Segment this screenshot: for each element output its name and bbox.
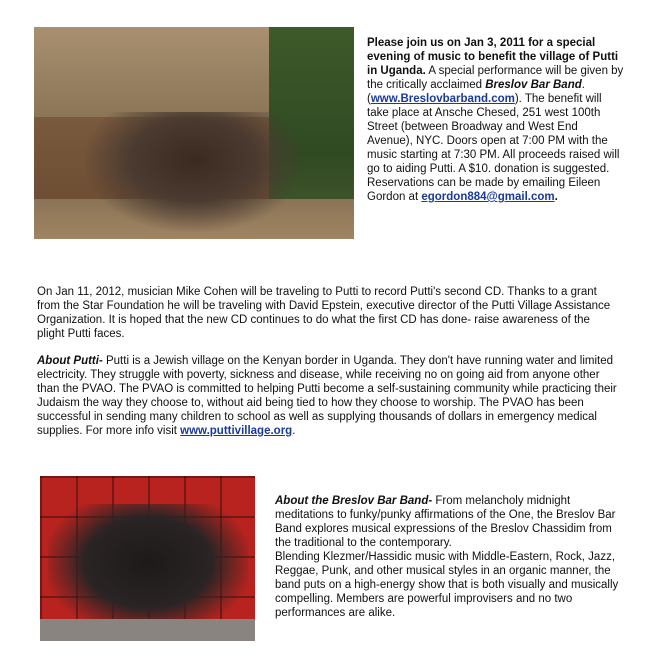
floor [40, 619, 255, 641]
band-website-link[interactable]: www.Breslovbarband.com [370, 93, 515, 105]
email-link[interactable]: egordon884@gmail.com [421, 191, 555, 203]
about-putti-section: About Putti- Putti is a Jewish village on the Kenyan border in Uganda. They don't have running water and limited electricity. They struggle with poverty, sickness and disease, while receiving no on going aid from anyone other than the PVAO. The PVAO is committed to helping Putti become a self-sustaining community while practicing their Judaism the way they choose to, without aid being tied to how they choose to worship. The PVAO has been successful in sending many children to school as well as supplying thousands of dollars in emergency medical supplies. For more info visit www.puttivillage.org. [37, 355, 617, 437]
villagers-group [84, 112, 304, 232]
band-photo [40, 476, 255, 641]
thatched-roof [34, 27, 294, 122]
band-members [48, 504, 248, 634]
village-photo [34, 27, 354, 239]
about-band-text1: From melancholy midnight meditations to funky/punky affirmations of the One, the Breslov Bar Band explores musical expressions of the Breslov Chassidim from the traditional to the contemporary. [275, 495, 616, 549]
band-name: Breslov Bar Band [485, 79, 582, 91]
about-band-text2: Blending Klezmer/Hassidic music with Middle-Eastern, Rock, Jazz, Reggae, Punk, and other musical styles in an organic manner, the band puts on a high-energy show that is both visually and musically compelling. Members are powerful improvisers and no two performances are alike. [275, 551, 619, 619]
trip-text: On Jan 11, 2012, musician Mike Cohen will be traveling to Putti to record Putti's second CD. Thanks to a grant from the Star Foundation he will be traveling with David Epstein, executive director of the Putti Village Assistance Organization. It is hoped that the new CD continues to do what the first CD has done- raise awareness of the plight Putti faces. [37, 286, 611, 340]
event-intro: Please join us on Jan 3, 2011 for a special evening of music to benefit the village of Putti in Uganda. [367, 37, 619, 77]
event-announcement: Please join us on Jan 3, 2011 for a special evening of music to benefit the village of Putti in Uganda. A special performance will be given by the critically acclaimed Breslov Bar Band. (www.Breslovbarband.com). The benefit will take place at Ansche Chesed, 251 west 100th Street (between Broadway and West End Avenue), NYC. Doors open at 7:00 PM with the music starting at 7:30 PM. All proceeds raised will go to aiding Putti. A $10. donation is suggested. Reservations can be made by emailing Eileen Gordon at egordon884@gmail.com. [367, 37, 624, 203]
trip-paragraph [37, 285, 617, 341]
about-band-heading: About the Breslov Bar Band- [275, 495, 433, 507]
putti-village-link[interactable]: www.puttivillage.org [180, 425, 293, 437]
about-band-section [275, 494, 623, 620]
about-putti-text: Putti is a Jewish village on the Kenyan border in Uganda. They don't have running water and limited electricity. They struggle with poverty, sickness and disease, while receiving no on going aid from anyone other than the PVAO. The PVAO is committed to helping Putti become a self-sustaining community while practicing their Judaism the way they choose to, without aid being tied to how they choose to worship. The PVAO has been successful in sending many children to school as well as supplying thousands of dollars in emergency medical supplies. For more info visit [37, 355, 617, 437]
about-putti-heading: About Putti- [37, 355, 103, 367]
